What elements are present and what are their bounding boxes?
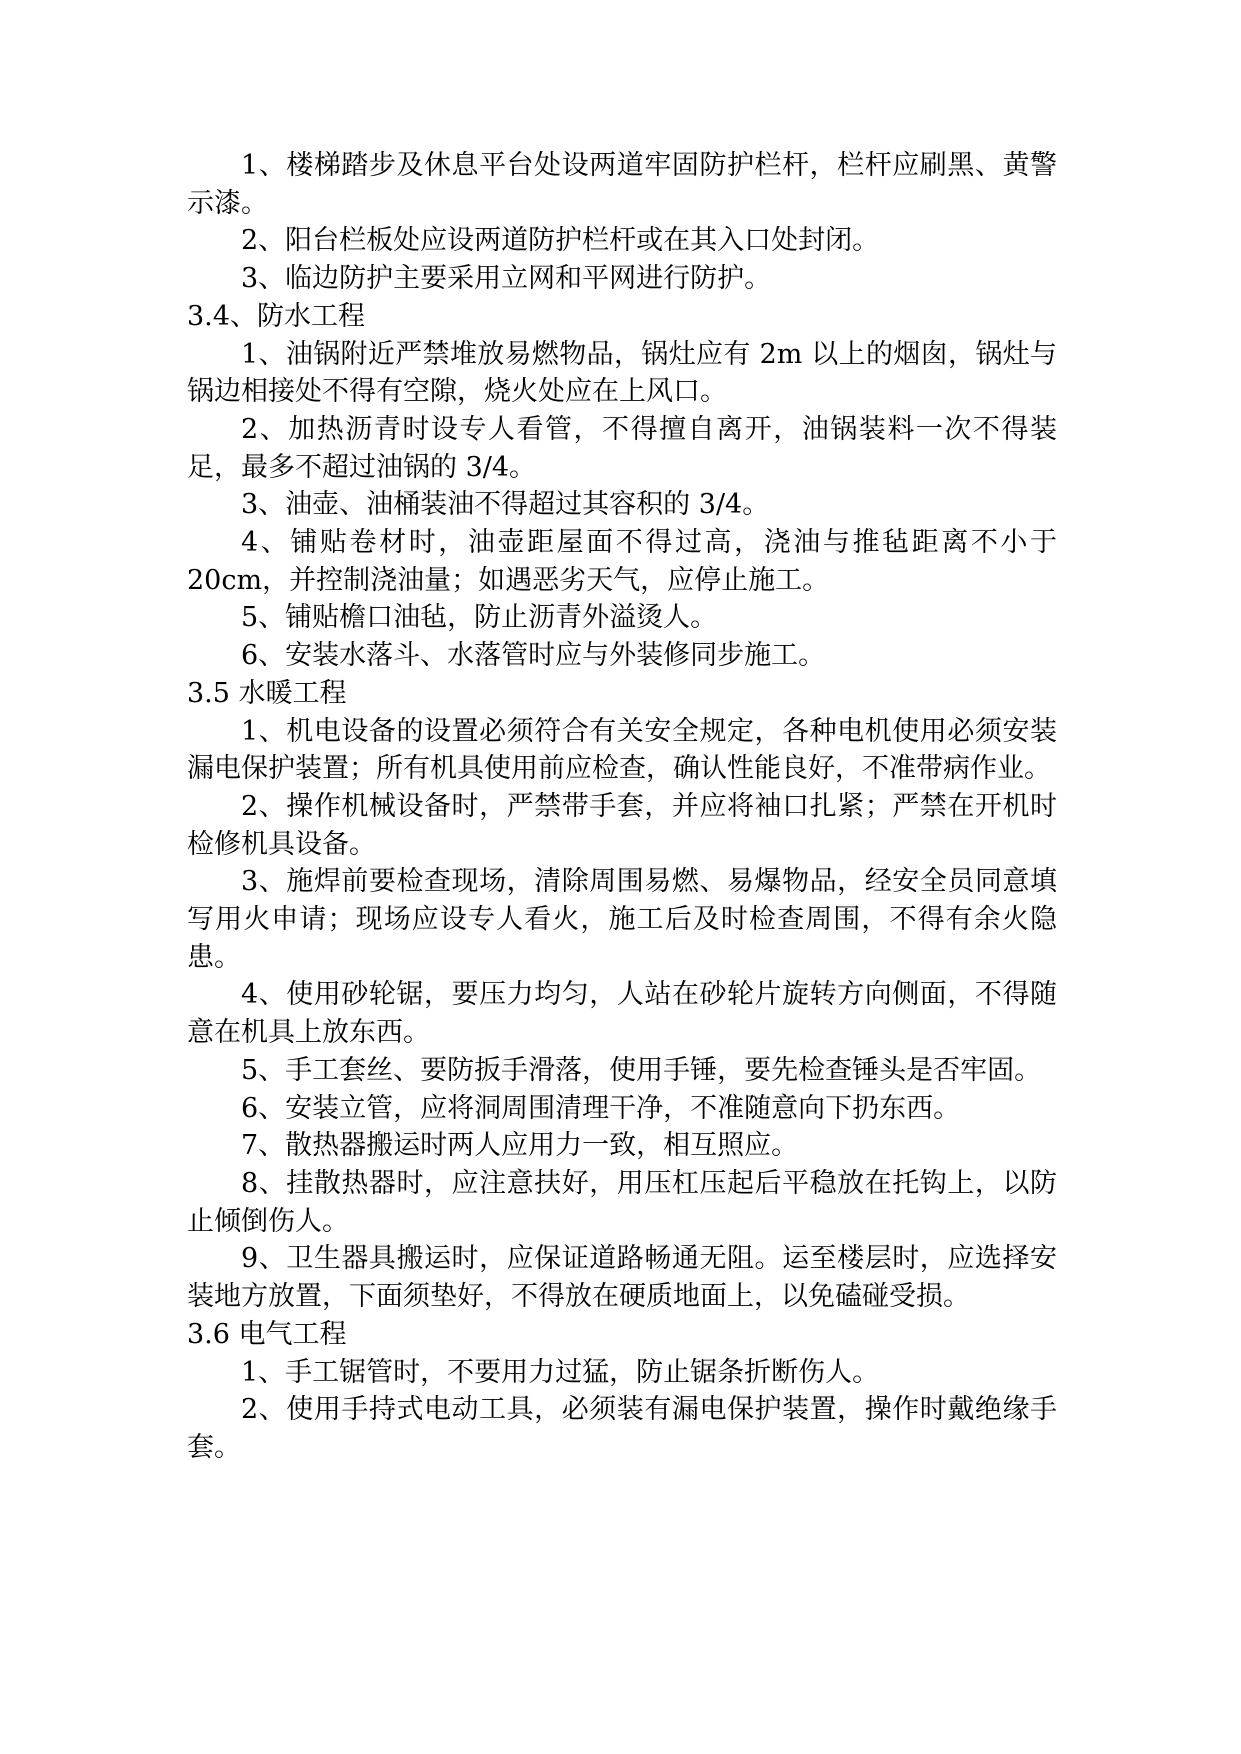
paragraph: 5、铺贴檐口油毡，防止沥青外溢烫人。 <box>241 602 718 634</box>
paragraph: 5、手工套丝、要防扳手滑落，使用手锤，要先检查锤头是否牢固。 <box>241 1054 1042 1086</box>
paragraph: 1、手工锯管时，不要用力过猛，防止锯条折断伤人。 <box>241 1356 880 1388</box>
paragraph: 4、使用砂轮锯，要压力均匀，人站在砂轮片旋转方向侧面，不得随意在机具上放东西。 <box>187 979 1057 1049</box>
paragraph: 3、施焊前要检查现场，清除周围易燃、易爆物品，经安全员同意填写用火申请；现场应设专人看火，施工后及时检查周围，不得有余火隐患。 <box>187 866 1057 973</box>
section-heading: 3.6 电气工程 <box>187 1318 347 1350</box>
paragraph: 3、临边防护主要采用立网和平网进行防护。 <box>241 263 772 295</box>
paragraph: 1、机电设备的设置必须符合有关安全规定，各种电机使用必须安装漏电保护装置；所有机具使用前应检查，确认性能良好，不准带病作业。 <box>187 715 1057 785</box>
paragraph: 1、油锅附近严禁堆放易燃物品，锅灶应有 2m 以上的烟囱，锅灶与锅边相接处不得有空隙，烧火处应在上风口。 <box>187 338 1057 408</box>
paragraph: 3、油壶、油桶装油不得超过其容积的 3/4。 <box>241 489 770 521</box>
document-page <box>187 147 1057 1467</box>
paragraph: 8、挂散热器时，应注意扶好，用压杠压起后平稳放在托钩上，以防止倾倒伤人。 <box>187 1167 1057 1237</box>
paragraph: 7、散热器搬运时两人应用力一致，相互照应。 <box>241 1130 799 1162</box>
paragraph: 6、安装水落斗、水落管时应与外装修同步施工。 <box>241 640 826 672</box>
paragraph: 2、加热沥青时设专人看管，不得擅自离开，油锅装料一次不得装足，最多不超过油锅的 3/4。 <box>187 413 1057 483</box>
paragraph: 2、阳台栏板处应设两道防护栏杆或在其入口处封闭。 <box>241 225 880 257</box>
paragraph: 2、操作机械设备时，严禁带手套，并应将袖口扎紧；严禁在开机时检修机具设备。 <box>187 790 1057 860</box>
paragraph: 2、使用手持式电动工具，必须装有漏电保护装置，操作时戴绝缘手套。 <box>187 1394 1057 1463</box>
paragraph: 1、楼梯踏步及休息平台处设两道牢固防护栏杆，栏杆应刷黑、黄警示漆。 <box>187 150 1057 219</box>
paragraph: 4、铺贴卷材时，油壶距屋面不得过高，浇油与推毡距离不小于 20cm，并控制浇油量；如遇恶劣天气，应停止施工。 <box>187 527 1057 596</box>
paragraph: 6、安装立管，应将洞周围清理干净，不准随意向下扔东西。 <box>241 1092 961 1124</box>
section-heading: 3.5 水暖工程 <box>187 677 347 709</box>
section-heading: 3.4、防水工程 <box>187 300 365 332</box>
paragraph: 9、卫生器具搬运时，应保证道路畅通无阻。运至楼层时，应选择安装地方放置，下面须垫好，不得放在硬质地面上，以免磕碰受损。 <box>187 1243 1057 1313</box>
